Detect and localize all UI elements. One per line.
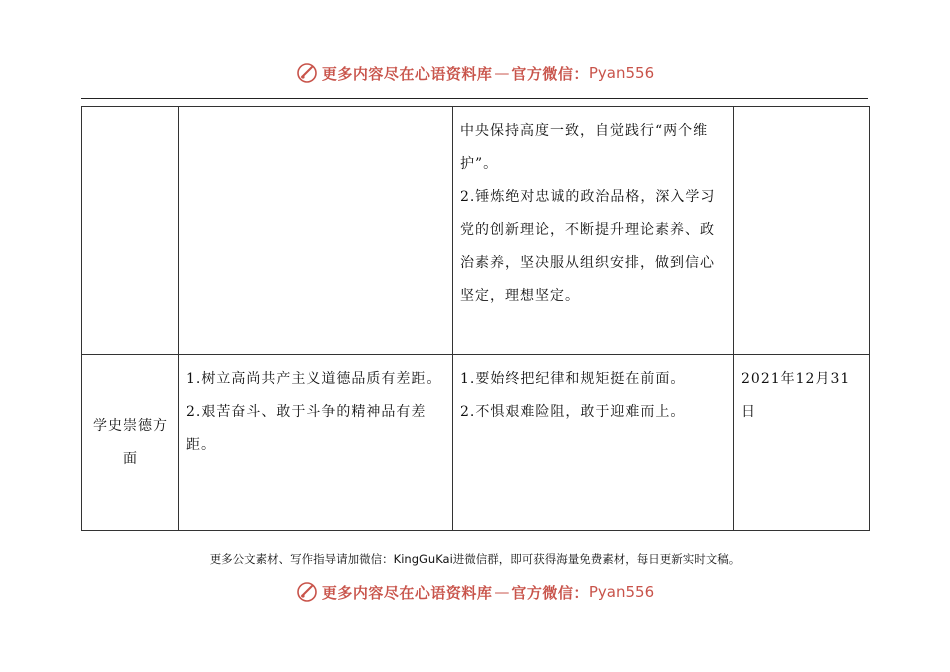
watermark-account-label: 官方微信：: [511, 64, 589, 83]
header-watermark: [0, 60, 950, 86]
table-row: [82, 107, 870, 355]
category-cell: [82, 107, 179, 355]
footer-note: 更多公文素材、写作指导请加微信：KingGuKai进微信群，即可获得海量免费素材，每日更新实时文稿。: [209, 552, 741, 566]
measure-item: 1.要始终把纪律和规矩挺在前面。: [460, 371, 686, 387]
watermark-title: 更多内容尽在心语资料库: [321, 583, 493, 602]
watermark-account-id: Pyan556: [588, 64, 655, 82]
watermark-separator: —: [494, 64, 510, 82]
table-row: [82, 355, 870, 531]
category-cell: 学史崇德方面: [82, 355, 179, 531]
deadline-cell: 2021年12月31日: [734, 355, 870, 531]
deadline-cell: [734, 107, 870, 355]
watermark-title: 更多内容尽在心语资料库: [321, 64, 493, 83]
watermark-account-id: Pyan556: [588, 583, 655, 601]
footer-watermark: [0, 579, 950, 605]
measure-item: 2.锤炼绝对忠诚的政治品格，深入学习党的创新理论，不断提升理论素养、政治素养，坚决服从组织安排，做到信心坚定，理想坚定。: [460, 189, 716, 304]
brush-seal-icon: [296, 581, 318, 603]
problem-item: 1.树立高尚共产主义道德品质有差距。: [186, 371, 442, 387]
measure-item: 2.不惧艰难险阻，敢于迎难而上。: [460, 404, 686, 420]
watermark-separator: —: [494, 583, 510, 601]
problem-item: 2.艰苦奋斗、敢于斗争的精神品有差距。: [186, 404, 427, 453]
measures-cell: [453, 107, 734, 355]
problems-cell: [179, 355, 453, 531]
rectification-table: [81, 106, 870, 531]
measures-cell: [453, 355, 734, 531]
header-rule: [81, 98, 868, 99]
brush-seal-icon: [296, 62, 318, 84]
problems-cell: [179, 107, 453, 355]
watermark-account-label: 官方微信：: [511, 583, 589, 602]
measure-item: 中央保持高度一致，自觉践行“两个维护”。: [460, 123, 709, 172]
